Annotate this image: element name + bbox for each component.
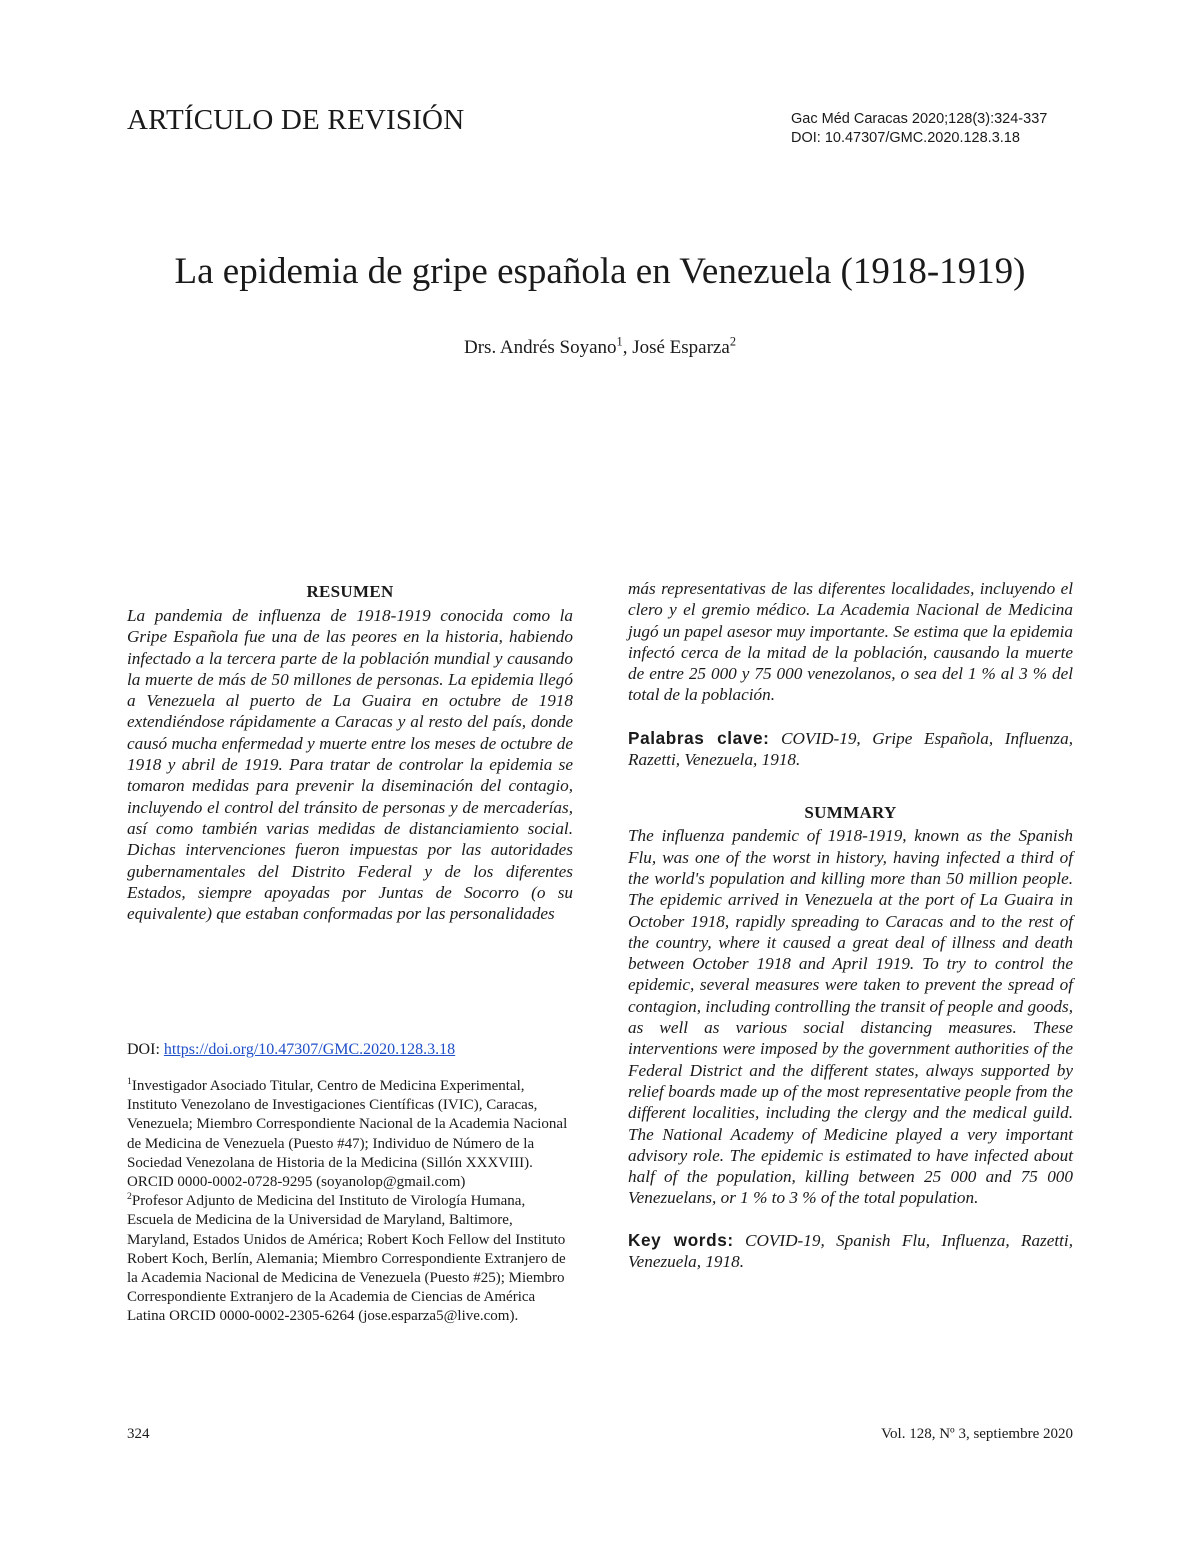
footnotes [127, 1077, 575, 1327]
journal-citation [791, 110, 1081, 148]
key-words [628, 1230, 1073, 1273]
section-label: ARTÍCULO DE REVISIÓN [127, 104, 465, 136]
footnote-1 [127, 1077, 575, 1192]
key-words-values: COVID-19, Spanish Flu, Influenza, Razetti, Venezuela, 1918. [628, 1230, 1073, 1272]
author-2-name: , José Esparza [622, 337, 730, 358]
footnote-1-marker: 1 [127, 1076, 132, 1087]
author-2-affiliation-marker: 2 [729, 334, 736, 349]
author-list [0, 334, 1200, 359]
resumen-heading: RESUMEN [306, 582, 394, 601]
article-title: La epidemia de gripe española en Venezuela (1918-1919) [174, 251, 1026, 292]
doi-line [127, 1041, 455, 1059]
palabras-clave-values: COVID-19, Gripe Española, Influenza, Razetti, Venezuela, 1918. [628, 728, 1073, 770]
left-column [127, 582, 573, 924]
palabras-clave-label: Palabras clave: [628, 727, 770, 748]
header-doi: DOI: 10.47307/GMC.2020.128.3.18 [791, 130, 1020, 146]
footnote-2 [127, 1192, 575, 1326]
resumen-text-continued: más representativas de las diferentes localidades, incluyendo el clero y el gremio médico. La Academia Nacional de Medicina jugó un papel asesor muy importante. Se estima que la epidemia infectó cerca de la mitad de la población, causando la muerte de entre 25 000 y 75 000 venezolanos, o sea del 1 % al 3 % del total de la población. [628, 579, 1073, 705]
footnote-2-marker: 2 [127, 1191, 132, 1203]
right-column [628, 578, 1073, 1272]
footnote-1-text: Investigador Asociado Titular, Centro de Medicina Experimental, Instituto Venezolano de Investigaciones Científicas (IVIC), Caracas, Venezuela; Miembro Correspondiente Nacional de la Academia Nacional de Medicina de Venezuela (Puesto #47); Individuo de Número de la Sociedad Venezolana de Historia de la Medicina (Sillón XXXVIII). ORCID 0000-0002-0728-9295 (soyanolop@gmail.com) [127, 1078, 568, 1191]
doi-link[interactable]: https://doi.org/10.47307/GMC.2020.128.3.18 [163, 1041, 456, 1058]
key-words-label: Key words: [628, 1229, 734, 1250]
issue-info: Vol. 128, Nº 3, septiembre 2020 [881, 1426, 1073, 1442]
summary-heading: SUMMARY [804, 803, 897, 823]
palabras-clave [628, 728, 1073, 771]
resumen-text: La pandemia de influenza de 1918-1919 conocida como la Gripe Española fue una de las peores en la historia, habiendo infectado a la tercera parte de la población mundial y causando la muerte de más de 50 millones de personas. La epidemia llegó a Venezuela al puerto de La Guaira en octubre de 1918 extendiéndose rápidamente a Caracas y al resto del país, donde causó mucha enfermedad y muerte entre los meses de octubre de 1918 y abril de 1919. Para tratar de controlar la epidemia se tomaron medidas para prevenir la diseminación del contagio, incluyendo el control del tránsito de personas y de mercaderías, así como también varias medidas de distanciamiento social. Dichas intervenciones fueron impuestas por las autoridades gubernamentales del Distrito Federal y de los diferentes Estados, siempre apoyadas por Juntas de Socorro (o su equivalente) que estaban conformadas por las personalidades [127, 606, 573, 924]
doi-label: DOI: [127, 1041, 164, 1058]
footnote-2-text: Profesor Adjunto de Medicina del Instituto de Virología Humana, Escuela de Medicina de la Universidad de Maryland, Baltimore, Maryland, Estados Unidos de América; Robert Koch Fellow del Instituto Robert Koch, Berlín, Alemania; Miembro Correspondiente Extranjero de la Academia Nacional de Medicina de Venezuela (Puesto #25); Miembro Correspondiente Extranjero de la Academia de Ciencias de América Latina ORCID 0000-0002-2305-6264 (jose.esparza5@live.com). [127, 1193, 566, 1325]
summary-text: The influenza pandemic of 1918-1919, known as the Spanish Flu, was one of the worst in history, having infected a third of the world's population and killing more than 50 million people. The epidemic arrived in Venezuela at the port of La Guaira in October 1918, rapidly spreading to Caracas and to the rest of the country, where it caused a great deal of illness and death between October 1918 and April 1919. To try to control the epidemic, several measures were taken to prevent the spread of contagion, including controlling the transit of people and goods, as well as various social distancing measures. These interventions were imposed by the government authorities of the Federal District and the different states, always supported by relief boards made up of the most representative people from the different localities, including the clergy and the medical guild. The National Academy of Medicine played a very important advisory role. The epidemic is estimated to have infected about half of the population, killing between 25 000 and 75 000 Venezuelans, or 1 % to 3 % of the total population. [628, 826, 1073, 1208]
page-number: 324 [127, 1426, 150, 1442]
author-1-affiliation-marker: 1 [616, 334, 623, 349]
citation-line: Gac Méd Caracas 2020;128(3):324-337 [791, 111, 1048, 127]
author-1-name: Drs. Andrés Soyano [464, 337, 617, 358]
